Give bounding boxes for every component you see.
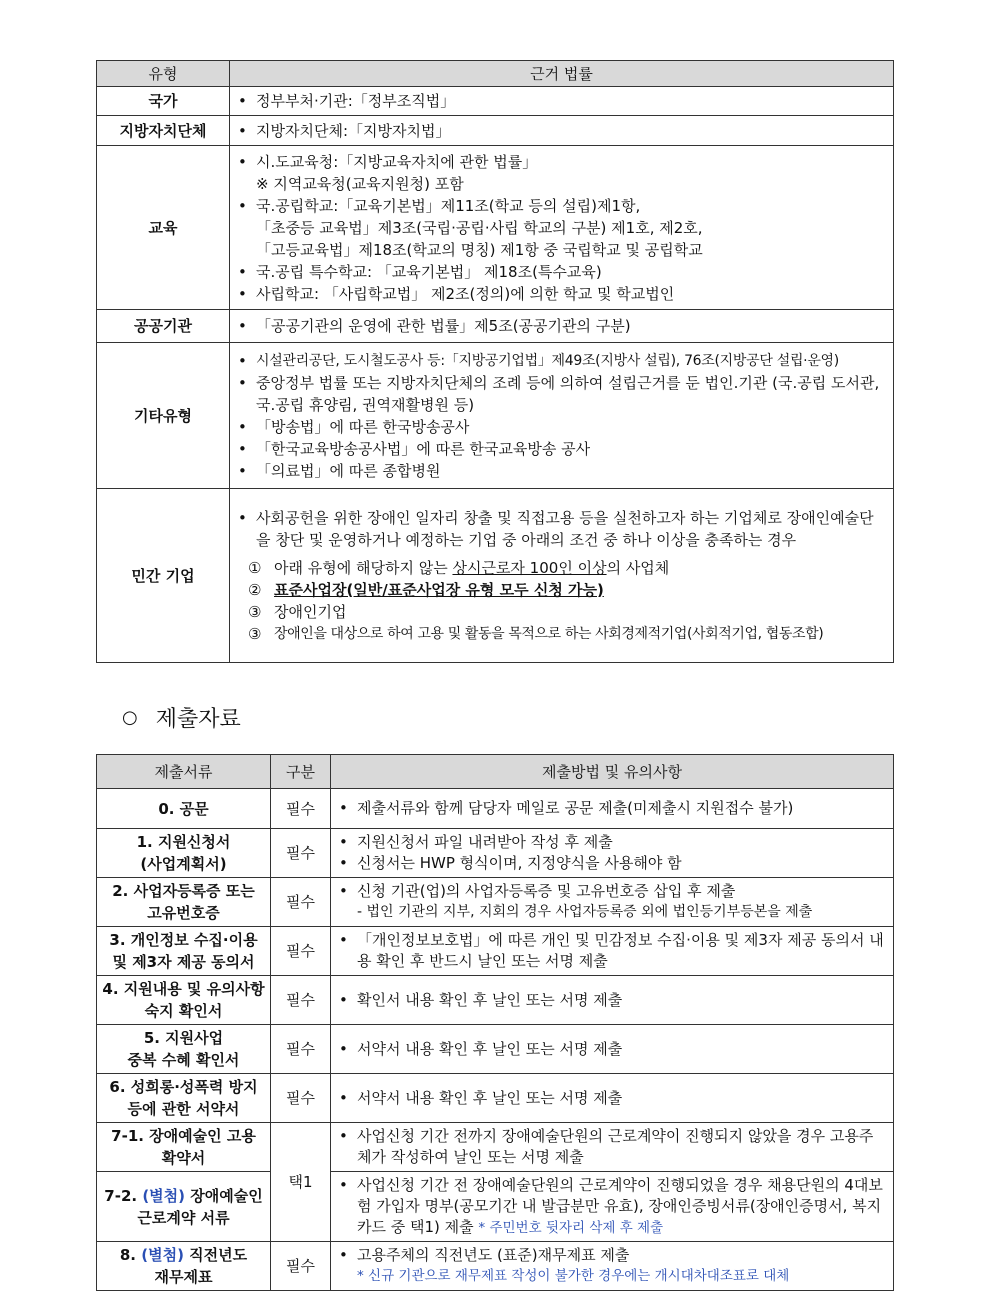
kind-cell: 필수 bbox=[271, 976, 331, 1025]
num-1: ① bbox=[248, 558, 262, 577]
doc-cell: 3. 개인정보 수집·이용 및 제3자 제공 동의서 bbox=[97, 927, 271, 976]
kind-cell: 필수 bbox=[271, 789, 331, 829]
law-text: 「공공기관의 운영에 관한 법률」제5조(공공기관의 구분) bbox=[256, 317, 631, 335]
table-row: 5. 지원사업 중복 수혜 확인서 필수 • 서약서 내용 확인 후 날인 또는 서명 제출 bbox=[97, 1025, 894, 1074]
kind-cell: 필수 bbox=[271, 927, 331, 976]
method-note: * 신규 기관으로 재무제표 작성이 불가한 경우에는 개시대차대조표로 대체 bbox=[357, 1268, 790, 1284]
table-row: 0. 공문 필수 • 제출서류와 함께 담당자 메일로 공문 제출(미제출시 지원접수 불가) bbox=[97, 789, 894, 829]
num-2: ② bbox=[248, 580, 262, 599]
law-text: 사회공헌을 위한 장애인 일자리 창출 및 직접고용 등을 실천하고자 하는 기업체로 장애인예술단을 창단 및 운영하거나 예정하는 기업 중 아래의 조건 중 하나 이상을 충족하는 경우 bbox=[256, 508, 874, 549]
method-text: 신청서는 HWP 형식이며, 지정양식을 사용해야 함 bbox=[357, 854, 682, 872]
condition-2: 표준사업장(일반/표준사업장 유형 모두 신청 가능) bbox=[274, 580, 604, 599]
doc-cell: 2. 사업자등록증 또는 고유번호증 bbox=[97, 878, 271, 927]
doc-cell: 6. 성희롱·성폭력 방지 등에 관한 서약서 bbox=[97, 1074, 271, 1123]
type-cell: 공공기관 bbox=[97, 310, 230, 343]
method-text: 고용주체의 직전년도 (표준)재무제표 제출 bbox=[357, 1246, 630, 1264]
row-edu: 교육 • 시.도교육청:「지방교육자치에 관한 법률」 ※ 지역교육청(교육지원청) 포함 • 국.공립학교:「교육기본법」제11조(학교 등의 설립)제1항, 「초중등 교육법」제3조(국립·공립·사립 학교의 구분) 제1호, 제2호, 「고등교육법」제18조(학교의 명칭) 제1항 중 국립학교 및 공립학교 • 국.공립 특수학교: 「교육기본법」 제18조(특수교육) • 사립학교: 「사립학교법」 제2조(정의)에 의한 학교 및 학교법인 bbox=[97, 146, 894, 310]
row-gukga: 국가 • 정부부처·기관:「정부조직법」 bbox=[97, 87, 894, 116]
doc-cell: 1. 지원신청서 (사업계획서) bbox=[97, 829, 271, 878]
row-public: 공공기관 • 「공공기관의 운영에 관한 법률」제5조(공공기관의 구분) bbox=[97, 310, 894, 343]
doc-cell: 7-1. 장애예술인 고용 확약서 bbox=[97, 1123, 271, 1172]
section-heading bbox=[122, 702, 241, 733]
table-row: 4. 지원내용 및 유의사항 숙지 확인서 필수 • 확인서 내용 확인 후 날인 또는 서명 제출 bbox=[97, 976, 894, 1025]
law-text: 사립학교: 「사립학교법」 제2조(정의)에 의한 학교 및 학교법인 bbox=[256, 284, 675, 303]
legal-basis-table bbox=[96, 60, 894, 663]
note-text: ※ 지역교육청(교육지원청) 포함 bbox=[256, 174, 464, 193]
table-row: 6. 성희롱·성폭력 방지 등에 관한 서약서 필수 • 서약서 내용 확인 후 날인 또는 서명 제출 bbox=[97, 1074, 894, 1123]
type-cell: 지방자치단체 bbox=[97, 116, 230, 146]
submission-docs-table bbox=[96, 754, 894, 1291]
header-kind: 구분 bbox=[271, 755, 331, 789]
law-text: 중앙정부 법률 또는 지방자치단체의 조례 등에 의하여 설립근거를 둔 법인.기관 (국.공립 도서관, 국.공립 휴양림, 권역재활병원 등) bbox=[256, 373, 880, 414]
law-text: 「방송법」에 따른 한국방송공사 bbox=[256, 417, 470, 436]
section-title: 제출자료 bbox=[155, 707, 241, 732]
condition-4: 장애인을 대상으로 하여 고용 및 활동을 목적으로 하는 사회경제적기업(사회적기업, 협동조합) bbox=[274, 625, 824, 642]
header-type: 유형 bbox=[97, 61, 230, 87]
header-law: 근거 법률 bbox=[230, 61, 894, 87]
kind-cell: 필수 bbox=[271, 878, 331, 927]
row-private: 민간 기업 • 사회공헌을 위한 장애인 일자리 창출 및 직접고용 등을 실천하고자 하는 기업체로 장애인예술단을 창단 및 운영하거나 예정하는 기업 중 아래의 조건 중 하나 이상을 충족하는 경우 ① 아래 유형에 해당하지 않는 상시근로자 100인 이상의 사업체 ② 표준사업장(일반/표준사업장 유형 모두 신청 가능) ③ 장애인기업 ③ 장애인을 대상으로 하여 고용 및 활동을 목적으로 하는 사회경제적기업(사회적기업, 협동조합) bbox=[97, 489, 894, 663]
kind-cell: 필수 bbox=[271, 1074, 331, 1123]
circle-bullet-icon: ○ bbox=[122, 707, 138, 728]
num-3: ③ bbox=[248, 602, 262, 621]
law-text: 시.도교육청:「지방교육자치에 관한 법률」 bbox=[256, 152, 538, 171]
type-cell: 민간 기업 bbox=[97, 489, 230, 663]
kind-cell: 필수 bbox=[271, 1242, 331, 1291]
law-text: 「의료법」에 따른 종합병원 bbox=[256, 461, 441, 480]
header-doc: 제출서류 bbox=[97, 755, 271, 789]
doc-cell: 0. 공문 bbox=[97, 789, 271, 829]
type-cell: 교육 bbox=[97, 146, 230, 310]
method-text: 서약서 내용 확인 후 날인 또는 서명 제출 bbox=[357, 1088, 623, 1107]
row-jibang: 지방자치단체 • 지방자치단체:「지방자치법」 bbox=[97, 116, 894, 146]
kind-cell: 택1 bbox=[271, 1123, 331, 1242]
method-note: * 주민번호 뒷자리 삭제 후 제출 bbox=[478, 1219, 664, 1236]
doc-cell: 5. 지원사업 중복 수혜 확인서 bbox=[97, 1025, 271, 1074]
doc-cell: 7-2. (별첨) 장애예술인 근로계약 서류 bbox=[97, 1172, 271, 1242]
num-4: ③ bbox=[248, 624, 262, 643]
method-subtext: - 법인 기관의 지부, 지회의 경우 사업자등록증 외에 법인등기부등본을 제출 bbox=[357, 904, 813, 920]
law-text: 정부부처·기관:「정부조직법」 bbox=[256, 92, 456, 110]
method-text: 제출서류와 함께 담당자 메일로 공문 제출(미제출시 지원접수 불가) bbox=[357, 799, 794, 817]
table-row: 8. (별첨) 직전년도 재무제표 필수 • 고용주체의 직전년도 (표준)재무제표 제출 * 신규 기관으로 재무제표 작성이 불가한 경우에는 개시대차대조표로 대체 bbox=[97, 1242, 894, 1291]
law-text: 「고등교육법」제18조(학교의 명칭) 제1항 중 국립학교 및 공립학교 bbox=[256, 240, 703, 259]
condition-1: 아래 유형에 해당하지 않는 상시근로자 100인 이상의 사업체 bbox=[274, 558, 670, 577]
doc-cell: 8. (별첨) 직전년도 재무제표 bbox=[97, 1242, 271, 1291]
doc-cell: 4. 지원내용 및 유의사항 숙지 확인서 bbox=[97, 976, 271, 1025]
table-row: 1. 지원신청서 (사업계획서) 필수 • 지원신청서 파일 내려받아 작성 후 제출 • 신청서는 HWP 형식이며, 지정양식을 사용해야 함 bbox=[97, 829, 894, 878]
method-text: 사업신청 기간 전 장애예술단원의 근로계약이 진행되었을 경우 채용단원의 4대보험 가입자 명부(공모기간 내 발급분만 유효), 장애인증빙서류(장애인증명서, 복지카드 중 택1) 제출 bbox=[357, 1175, 883, 1236]
type-cell: 국가 bbox=[97, 87, 230, 116]
law-text: 국.공립학교:「교육기본법」제11조(학교 등의 설립)제1항, bbox=[256, 196, 641, 215]
table-row: 3. 개인정보 수집·이용 및 제3자 제공 동의서 필수 • 「개인정보보호법」에 따른 개인 및 민감정보 수집·이용 및 제3자 제공 동의서 내용 확인 후 반드시 날인 또는 서명 제출 bbox=[97, 927, 894, 976]
table-row: 7-1. 장애예술인 고용 확약서 택1 • 사업신청 기간 전까지 장애예술단원의 근로계약이 진행되지 않았을 경우 고용주체가 작성하여 날인 또는 서명 제출 bbox=[97, 1123, 894, 1172]
table-row: 2. 사업자등록증 또는 고유번호증 필수 • 신청 기관(업)의 사업자등록증 및 고유번호증 삽입 후 제출 - 법인 기관의 지부, 지회의 경우 사업자등록증 외에 법인등기부등본을 제출 bbox=[97, 878, 894, 927]
kind-cell: 필수 bbox=[271, 1025, 331, 1074]
law-text: 국.공립 특수학교: 「교육기본법」 제18조(특수교육) bbox=[256, 262, 602, 281]
law-text: 지방자치단체:「지방자치법」 bbox=[256, 121, 451, 140]
table-row: 7-2. (별첨) 장애예술인 근로계약 서류 • 사업신청 기간 전 장애예술단원의 근로계약이 진행되었을 경우 채용단원의 4대보험 가입자 명부(공모기간 내 발급분만 유효), 장애인증빙서류(장애인증명서, 복지카드 중 택1) 제출 * 주민번호 뒷자리 삭제 후 제출 bbox=[97, 1172, 894, 1242]
condition-3: 장애인기업 bbox=[274, 602, 347, 621]
type-cell: 기타유형 bbox=[97, 343, 230, 489]
method-text: 「개인정보보호법」에 따른 개인 및 민감정보 수집·이용 및 제3자 제공 동의서 내용 확인 후 반드시 날인 또는 서명 제출 bbox=[357, 931, 884, 970]
method-text: 사업신청 기간 전까지 장애예술단원의 근로계약이 진행되지 않았을 경우 고용주체가 작성하여 날인 또는 서명 제출 bbox=[357, 1127, 874, 1166]
kind-cell: 필수 bbox=[271, 829, 331, 878]
row-etc: 기타유형 • 시설관리공단, 도시철도공사 등:「지방공기업법」제49조(지방사 설립), 76조(지방공단 설립·운영) • 중앙정부 법률 또는 지방자치단체의 조례 등에 의하여 설립근거를 둔 법인.기관 (국.공립 도서관, 국.공립 휴양림, 권역재활병원 등) • 「방송법」에 따른 한국방송공사 • 「한국교육방송공사법」에 따른 한국교육방송 공사 • 「의료법」에 따른 종합병원 bbox=[97, 343, 894, 489]
law-text: 「초중등 교육법」제3조(국립·공립·사립 학교의 구분) 제1호, 제2호, bbox=[256, 218, 703, 237]
method-text: 확인서 내용 확인 후 날인 또는 서명 제출 bbox=[357, 990, 623, 1009]
method-text: 서약서 내용 확인 후 날인 또는 서명 제출 bbox=[357, 1039, 623, 1058]
method-text: 지원신청서 파일 내려받아 작성 후 제출 bbox=[357, 833, 613, 851]
header-method: 제출방법 및 유의사항 bbox=[331, 755, 894, 789]
method-text: 신청 기관(업)의 사업자등록증 및 고유번호증 삽입 후 제출 bbox=[357, 882, 736, 900]
law-text: 시설관리공단, 도시철도공사 등:「지방공기업법」제49조(지방사 설립), 76조(지방공단 설립·운영) bbox=[256, 352, 839, 369]
law-text: 「한국교육방송공사법」에 따른 한국교육방송 공사 bbox=[256, 439, 591, 458]
